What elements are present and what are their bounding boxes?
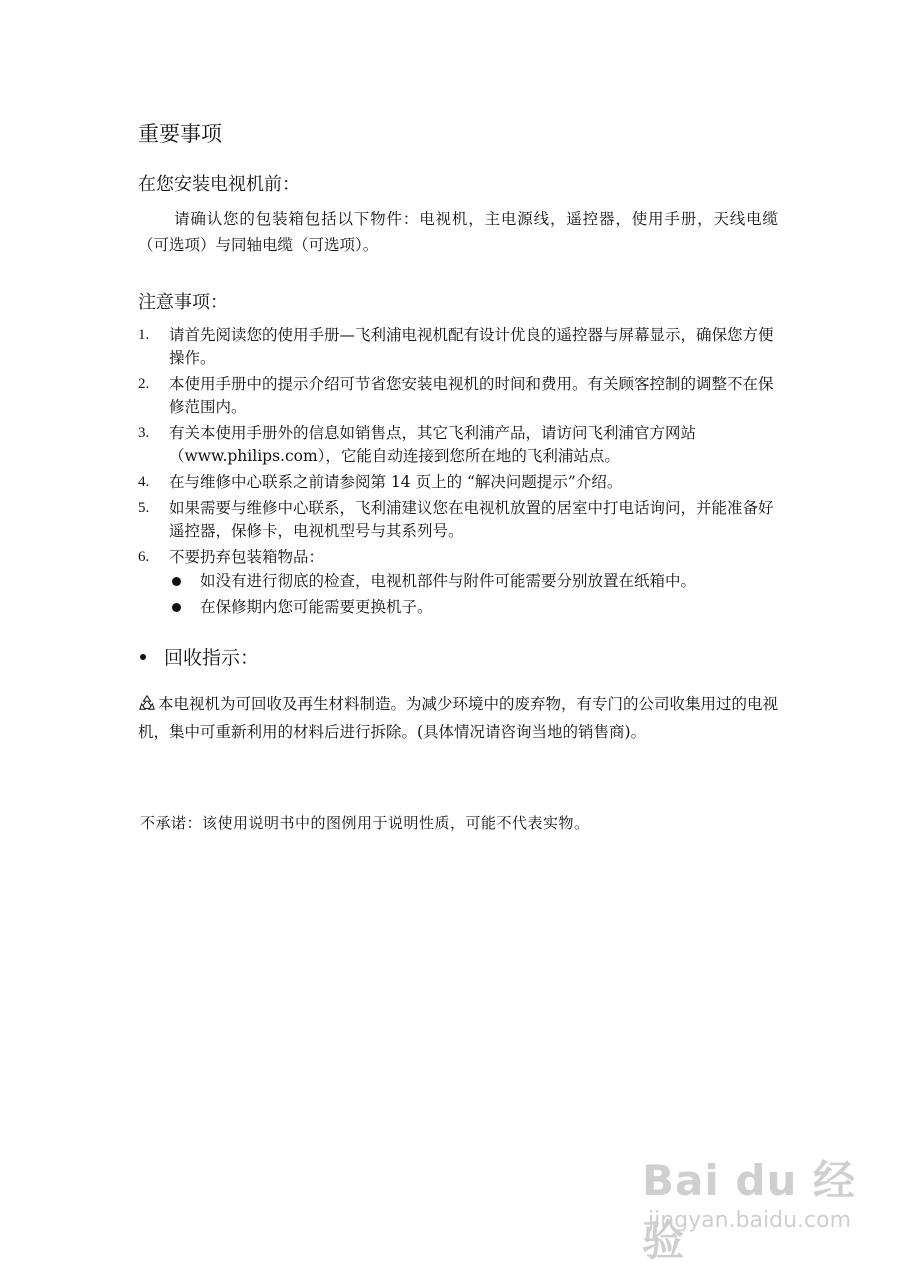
sub-item-text: 在保修期内您可能需要更换机子。	[200, 598, 433, 616]
bullet-icon	[172, 603, 181, 612]
list-item	[138, 497, 778, 543]
item-number: 5.	[138, 500, 150, 516]
sub-item-text: 如没有进行彻底的检查，电视机部件与附件可能需要分别放置在纸箱中。	[200, 572, 697, 590]
bullet-icon	[140, 654, 146, 660]
notes-list	[138, 324, 778, 622]
sub-list-item	[169, 570, 778, 593]
item-number: 1.	[138, 327, 150, 343]
sub-list	[169, 570, 778, 619]
item-text: 在与维修中心联系之前请参阅第 14 页上的 “解决问题提示”介绍。	[169, 473, 623, 491]
bullet-icon	[172, 577, 181, 586]
sub-list-item	[169, 596, 778, 619]
list-item	[138, 373, 778, 419]
item-text: 不要扔弃包装箱物品：	[169, 548, 325, 566]
before-install-heading: 在您安装电视机前：	[138, 174, 300, 195]
list-item	[138, 471, 778, 494]
item-text: 请首先阅读您的使用手册—飞利浦电视机配有设计优良的遥控器与屏幕显示，确保您方便操作。	[169, 326, 774, 367]
recycle-icon	[138, 694, 156, 712]
page-title: 重要事项	[138, 122, 222, 146]
list-item	[138, 546, 778, 619]
item-text: 本使用手册中的提示介绍可节省您安装电视机的时间和费用。有关顾客控制的调整不在保修范围内。	[169, 375, 774, 416]
list-item	[138, 324, 778, 370]
notes-heading: 注意事项：	[138, 292, 228, 313]
recycling-text: 本电视机为可回收及再生材料制造。为减少环境中的废弃物，有专门的公司收集用过的电视机，集中可重新利用的材料后进行拆除。(具体情况请咨询当地的销售商)。	[138, 695, 779, 741]
recycling-heading	[140, 643, 259, 670]
watermark-logo: Bai du 经验	[642, 1156, 856, 1265]
recycling-paragraph	[138, 690, 778, 746]
baidu-watermark	[642, 1148, 882, 1268]
list-item	[138, 422, 778, 468]
item-number: 4.	[138, 474, 150, 490]
watermark-url: jingyan.baidu.com	[648, 1208, 852, 1233]
disclaimer: 不承诺：该使用说明书中的图例用于说明性质，可能不代表实物。	[140, 814, 590, 832]
recycling-heading-text: 回收指示：	[164, 647, 260, 669]
item-text: 有关本使用手册外的信息如销售点，其它飞利浦产品，请访问飞利浦官方网站（www.philips.com），它能自动连接到您所在地的飞利浦站点。	[169, 424, 697, 465]
before-install-text: 请确认您的包装箱包括以下物件：电视机，主电源线，遥控器，使用手册，天线电缆（可选项）与同轴电缆（可选项）。	[138, 210, 778, 254]
item-number: 2.	[138, 376, 150, 392]
item-number: 3.	[138, 425, 150, 441]
item-text: 如果需要与维修中心联系，飞利浦建议您在电视机放置的居室中打电话询问，并能准备好遥控器，保修卡，电视机型号与其系列号。	[169, 499, 774, 540]
item-number: 6.	[138, 549, 150, 565]
